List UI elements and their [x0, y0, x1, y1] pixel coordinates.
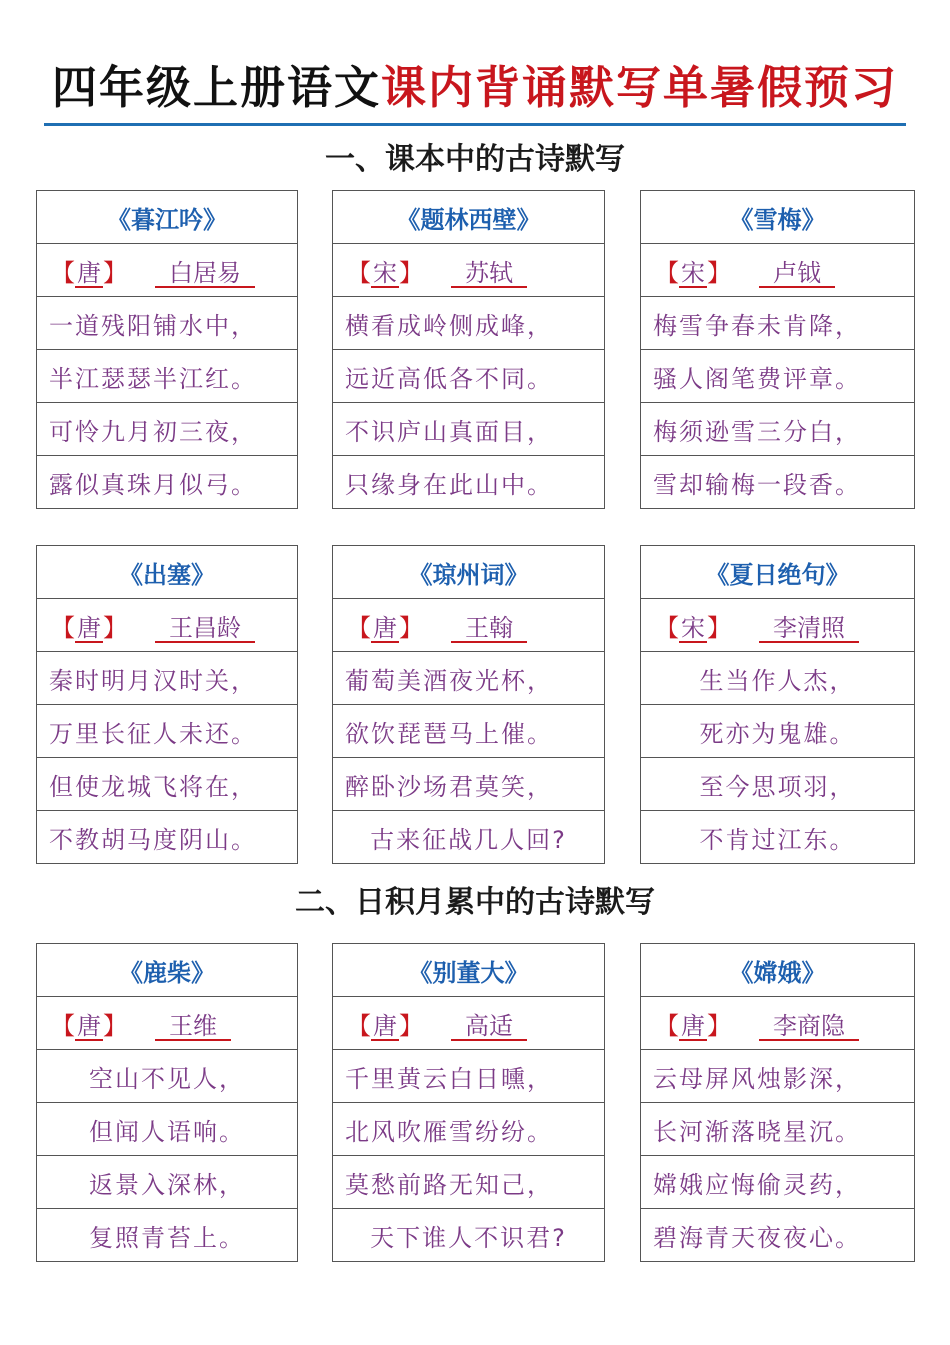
poem-line: 葡萄美酒夜光杯， — [333, 652, 605, 705]
poem-line: 一道残阳铺水中， — [37, 297, 298, 350]
poem-author-row: 【唐】 李商隐 — [641, 997, 915, 1050]
poem-author-row: 【唐】 白居易 — [37, 244, 298, 297]
poem-title: 《出塞》 — [37, 546, 298, 599]
poem-line: 只缘身在此山中。 — [333, 456, 605, 509]
section-heading-1: 一、课本中的古诗默写 — [325, 142, 625, 177]
poem-line: 不识庐山真面目， — [333, 403, 605, 456]
title-black-part: 四年级上册语文 — [51, 61, 381, 114]
poem-author: 高适 — [451, 1013, 527, 1041]
poem-title: 《暮江吟》 — [37, 191, 298, 244]
section-heading-2: 二、日积月累中的古诗默写 — [295, 885, 655, 920]
poem-line: 可怜九月初三夜， — [37, 403, 298, 456]
poem-line: 古来征战几人回? — [333, 811, 605, 864]
poem-card — [640, 545, 915, 864]
poem-line: 至今思项羽， — [641, 758, 915, 811]
page-title — [0, 58, 950, 118]
poem-line: 云母屏风烛影深， — [641, 1050, 915, 1103]
poem-line: 空山不见人， — [37, 1050, 298, 1103]
poem-line: 万里长征人未还。 — [37, 705, 298, 758]
poem-line: 欲饮琵琶马上催。 — [333, 705, 605, 758]
poem-author-row: 【唐】 王昌龄 — [37, 599, 298, 652]
poem-author: 李商隐 — [759, 1013, 859, 1041]
poem-author: 苏轼 — [451, 260, 527, 288]
poem-dynasty: 唐 — [77, 613, 101, 642]
poem-line: 秦时明月汉时关， — [37, 652, 298, 705]
poem-author-row: 【唐】 王维 — [37, 997, 298, 1050]
poem-author-row: 【宋】 李清照 — [641, 599, 915, 652]
poem-line: 但闻人语响。 — [37, 1103, 298, 1156]
poem-dynasty: 宋 — [373, 258, 397, 287]
poem-card — [332, 190, 605, 509]
poem-author-row: 【唐】 高适 — [333, 997, 605, 1050]
title-divider — [44, 123, 906, 126]
poem-title: 《雪梅》 — [641, 191, 915, 244]
title-red-part: 课内背诵默写单暑假预习 — [381, 61, 899, 114]
poem-author: 王翰 — [451, 615, 527, 643]
poem-line: 碧海青天夜夜心。 — [641, 1209, 915, 1262]
poem-card — [640, 190, 915, 509]
poem-author-row: 【唐】 王翰 — [333, 599, 605, 652]
poem-line: 雪却输梅一段香。 — [641, 456, 915, 509]
poem-line: 嫦娥应悔偷灵药， — [641, 1156, 915, 1209]
poem-card — [36, 545, 298, 864]
poem-line: 梅雪争春未肯降， — [641, 297, 915, 350]
poem-author: 王维 — [155, 1013, 231, 1041]
poem-line: 天下谁人不识君? — [333, 1209, 605, 1262]
poem-line: 北风吹雁雪纷纷。 — [333, 1103, 605, 1156]
poem-line: 不肯过江东。 — [641, 811, 915, 864]
poem-card — [332, 545, 605, 864]
poem-author: 李清照 — [759, 615, 859, 643]
poem-card — [36, 943, 298, 1262]
poem-line: 醉卧沙场君莫笑， — [333, 758, 605, 811]
poem-title: 《嫦娥》 — [641, 944, 915, 997]
poem-dynasty: 唐 — [77, 1011, 101, 1040]
poem-title: 《夏日绝句》 — [641, 546, 915, 599]
poem-line: 横看成岭侧成峰， — [333, 297, 605, 350]
poem-title: 《题林西壁》 — [333, 191, 605, 244]
poem-author-row: 【宋】 苏轼 — [333, 244, 605, 297]
poem-dynasty: 唐 — [373, 613, 397, 642]
poem-line: 但使龙城飞将在， — [37, 758, 298, 811]
poem-title: 《琼州词》 — [333, 546, 605, 599]
poem-line: 远近高低各不同。 — [333, 350, 605, 403]
poem-title: 《鹿柴》 — [37, 944, 298, 997]
poem-line: 返景入深林， — [37, 1156, 298, 1209]
poem-line: 死亦为鬼雄。 — [641, 705, 915, 758]
poem-card — [640, 943, 915, 1262]
poem-title: 《别董大》 — [333, 944, 605, 997]
poem-author: 白居易 — [155, 260, 255, 288]
poem-line: 不教胡马度阴山。 — [37, 811, 298, 864]
poem-dynasty: 宋 — [681, 613, 705, 642]
poem-dynasty: 唐 — [681, 1011, 705, 1040]
poem-card — [332, 943, 605, 1262]
poem-author-row: 【宋】 卢钺 — [641, 244, 915, 297]
poem-line: 梅须逊雪三分白， — [641, 403, 915, 456]
poem-dynasty: 唐 — [77, 258, 101, 287]
poem-author: 王昌龄 — [155, 615, 255, 643]
poem-dynasty: 宋 — [681, 258, 705, 287]
poem-line: 长河渐落晓星沉。 — [641, 1103, 915, 1156]
poem-line: 复照青苔上。 — [37, 1209, 298, 1262]
poem-line: 千里黄云白日曛， — [333, 1050, 605, 1103]
poem-dynasty: 唐 — [373, 1011, 397, 1040]
poem-line: 半江瑟瑟半江红。 — [37, 350, 298, 403]
poem-line: 露似真珠月似弓。 — [37, 456, 298, 509]
poem-line: 莫愁前路无知己， — [333, 1156, 605, 1209]
poem-line: 骚人阁笔费评章。 — [641, 350, 915, 403]
poem-author: 卢钺 — [759, 260, 835, 288]
poem-card — [36, 190, 298, 509]
poem-line: 生当作人杰， — [641, 652, 915, 705]
